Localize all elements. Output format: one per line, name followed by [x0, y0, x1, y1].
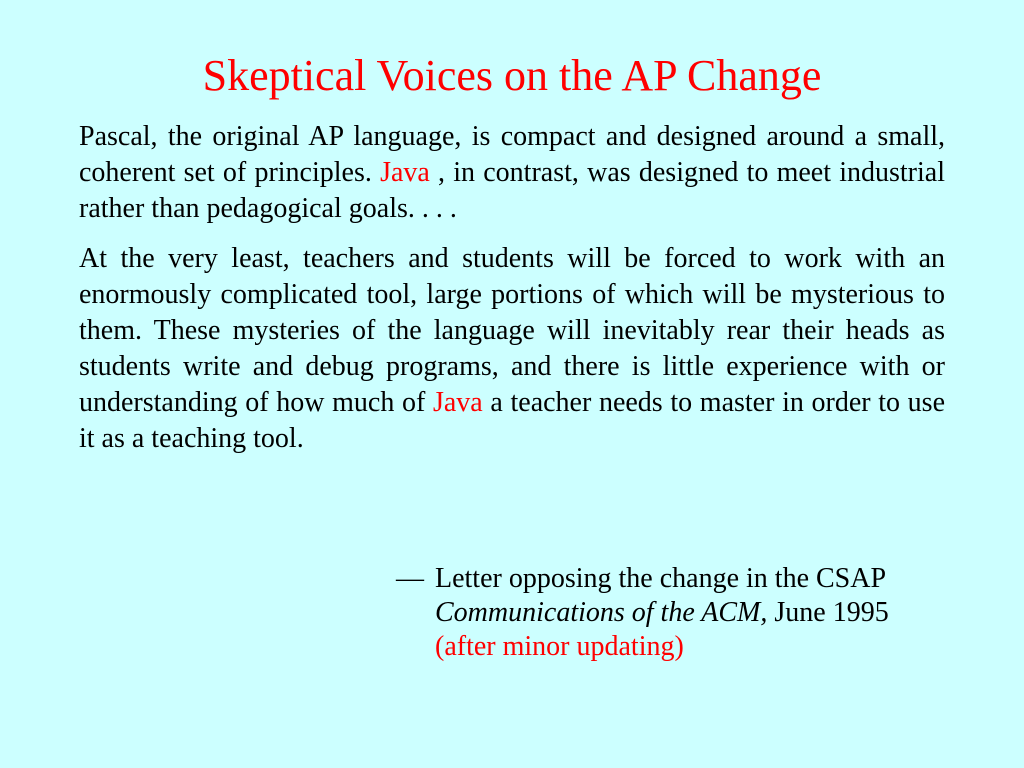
quote-text: At the very least, teachers and students will be forced to work with an enormously complicated tool, large portions of which will be mysterious to them. These mysteries of the language will inevitably rear their heads as students write and debug programs, and there is little experience with or understanding of how much of [79, 243, 945, 418]
attribution-line-2 [435, 596, 889, 630]
quote-text: a teacher needs to master in order to use it as a teaching tool. [79, 387, 945, 454]
attribution-dash: — [396, 563, 424, 594]
quote-text: Pascal, the original AP language, is compact and designed around a small, coherent set of principles. [79, 121, 945, 188]
java-highlight: Java [380, 157, 430, 188]
quote-text: , in contrast, was designed to meet industrial rather than pedagogical goals. . . . [79, 157, 945, 224]
attribution [435, 562, 889, 664]
quote-paragraph-2 [79, 241, 945, 457]
attribution-note: (after minor updating) [435, 631, 684, 662]
quote-paragraph-1 [79, 119, 945, 227]
quote-block [79, 119, 945, 457]
publication-name: Communications of the ACM, [435, 597, 768, 628]
slide-title: Skeptical Voices on the AP Change [202, 51, 822, 100]
java-highlight: Java [432, 387, 483, 418]
publication-date: June 1995 [767, 597, 889, 628]
attribution-line-1: Letter opposing the change in the CSAP [435, 563, 887, 594]
